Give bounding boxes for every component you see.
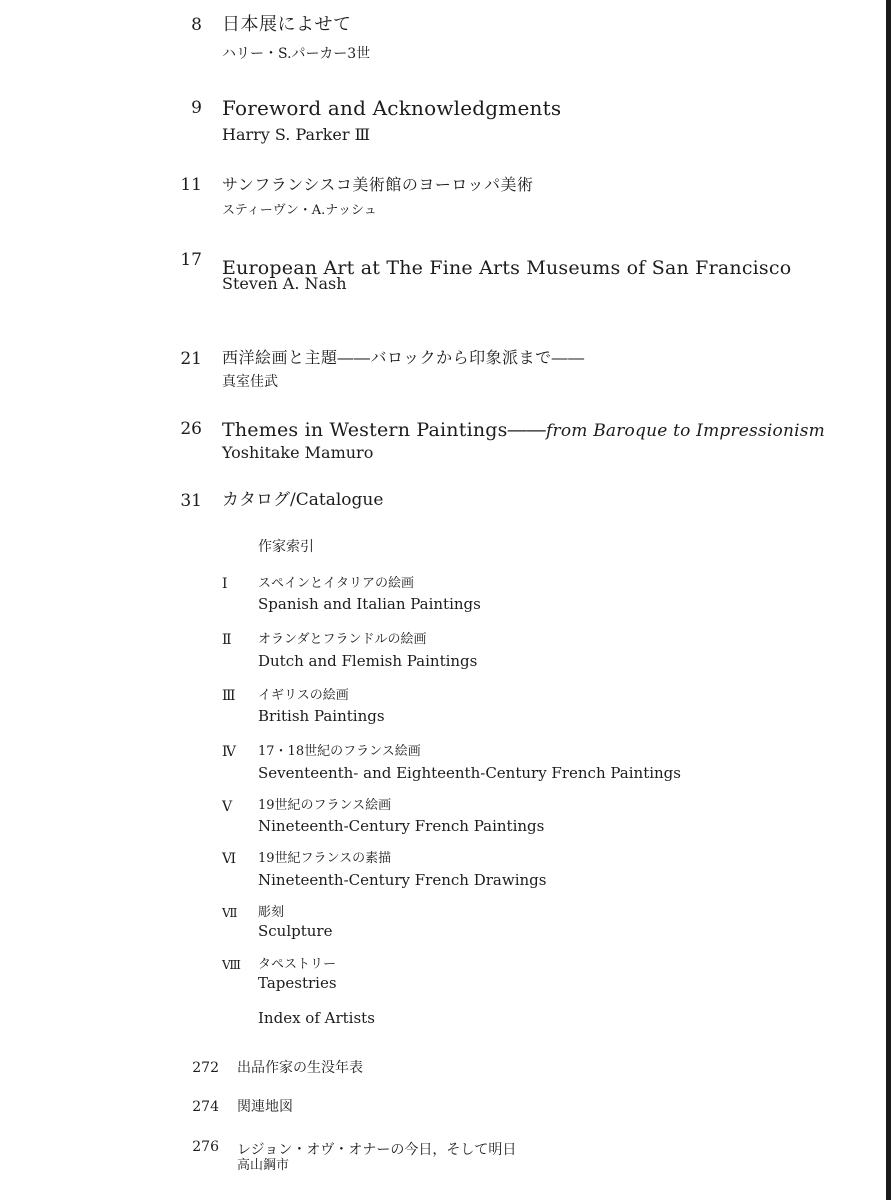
entry-title: レジョン・オヴ・オナーの今日，そして明日 [237, 1142, 517, 1158]
section-numeral: Ⅲ [222, 688, 236, 704]
section-title-jp: 19世紀のフランス絵画 [258, 798, 392, 813]
section-title-en: Seventeenth- and Eighteenth-Century French Paintings [258, 764, 681, 782]
section-numeral: Ⅰ [222, 576, 228, 592]
page-number: 26 [180, 419, 202, 439]
entry-title: 西洋絵画と主題――バロックから印象派まで―― [222, 348, 585, 367]
entry-author: 真室佳武 [222, 374, 278, 390]
page-number: 9 [191, 98, 202, 118]
section-title-jp: 19世紀フランスの素描 [258, 851, 392, 866]
section-numeral: Ⅶ [222, 906, 238, 920]
section-title-en: Tapestries [258, 974, 337, 992]
entry-author: Steven A. Nash [222, 274, 347, 293]
entry-author: 高山鋼市 [237, 1158, 290, 1173]
section-numeral: Ⅷ [222, 958, 241, 972]
section-title-jp: タペストリー [258, 957, 337, 972]
entry-title-italic: from Baroque to Impressionism [546, 421, 826, 441]
section-numeral: Ⅴ [222, 799, 233, 815]
section-title-en: British Paintings [258, 707, 385, 725]
section-title-jp: 彫刻 [258, 905, 285, 920]
page-edge [886, 0, 891, 1200]
entry-title: サンフランシスコ美術館のヨーロッパ美術 [222, 175, 534, 194]
page-number: 11 [180, 175, 202, 195]
page-number: 276 [192, 1139, 219, 1155]
entry-title: 出品作家の生没年表 [237, 1060, 363, 1076]
page-number: 21 [180, 349, 202, 369]
section-title-jp: イギリスの絵画 [258, 688, 349, 703]
page-number: 272 [192, 1060, 219, 1076]
section-title-jp: 17・18世紀のフランス絵画 [258, 744, 421, 759]
section-title-en: Sculpture [258, 922, 333, 940]
section-title-en: Nineteenth-Century French Paintings [258, 817, 545, 835]
section-title-jp: オランダとフランドルの絵画 [258, 632, 427, 647]
entry-title [222, 418, 825, 443]
section-title-en: Dutch and Flemish Paintings [258, 652, 478, 670]
entry-author: スティーヴン・A.ナッシュ [222, 203, 377, 218]
entry-title: 関連地図 [237, 1099, 293, 1115]
page-number: 8 [191, 15, 202, 35]
entry-title: Foreword and Acknowledgments [222, 96, 562, 120]
entry-title: カタログ/Catalogue [222, 490, 384, 510]
entry-title: European Art at The Fine Arts Museums of San Francisco [222, 257, 792, 279]
entry-author: ハリー・S.パーカー3世 [222, 46, 371, 62]
entry-author: Yoshitake Mamuro [222, 443, 374, 462]
section-numeral: Ⅵ [222, 851, 237, 867]
page-number: 17 [180, 250, 202, 270]
section-title-en: Spanish and Italian Paintings [258, 595, 481, 613]
section-title-en: Nineteenth-Century French Drawings [258, 871, 547, 889]
page-number: 274 [192, 1099, 219, 1115]
section-title-jp: スペインとイタリアの絵画 [258, 576, 415, 591]
entry-title: 日本展によせて [222, 14, 352, 35]
entry-title-main: Themes in Western Paintings―― [222, 419, 547, 441]
section-numeral: Ⅳ [222, 744, 236, 760]
artist-index-jp[interactable]: 作家索引 [258, 539, 314, 555]
page-number: 31 [180, 491, 202, 511]
entry-author: Harry S. Parker Ⅲ [222, 125, 371, 144]
section-numeral: Ⅱ [222, 632, 232, 648]
artist-index-en[interactable]: Index of Artists [258, 1009, 375, 1027]
